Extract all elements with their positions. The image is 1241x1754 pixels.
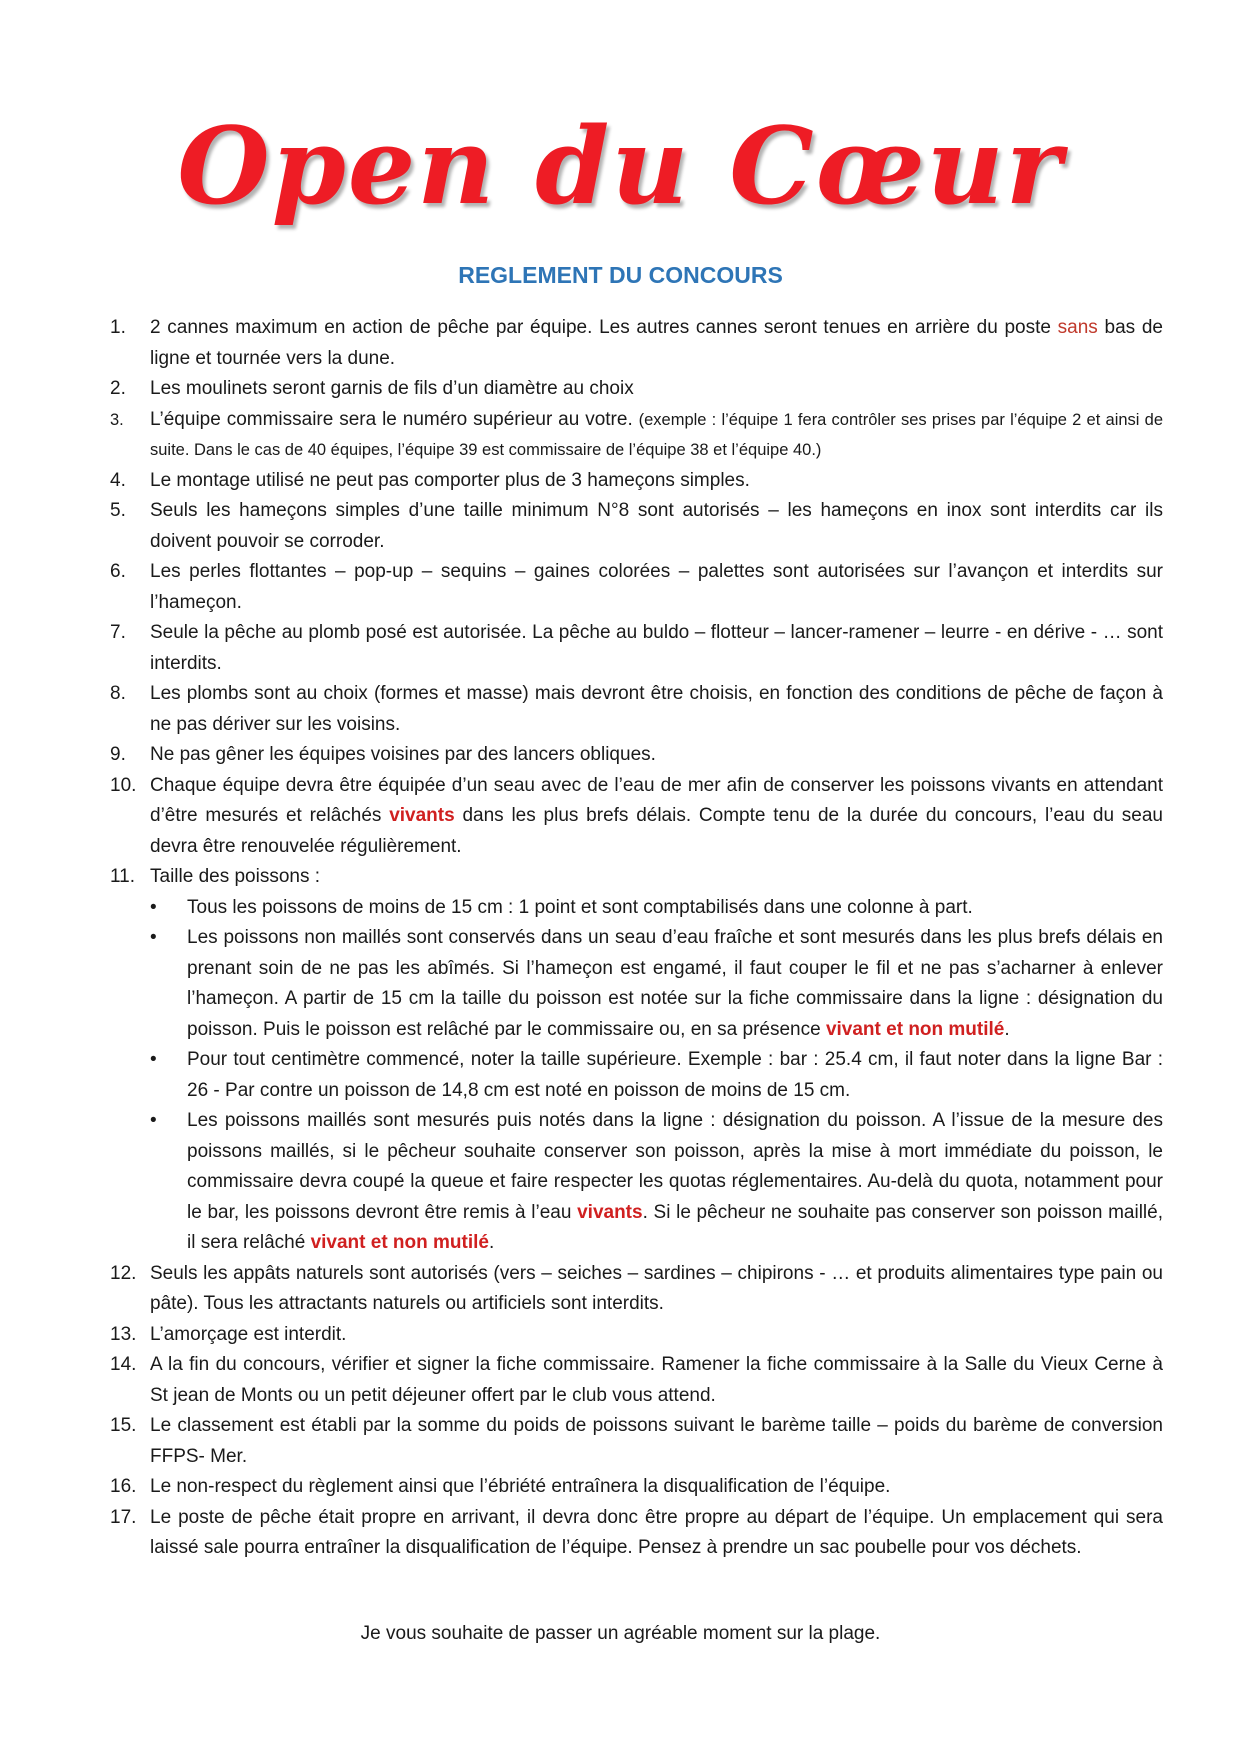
rule-item xyxy=(110,618,1163,679)
bullet-item xyxy=(150,1045,1163,1106)
rule-text: Les plombs sont au choix (formes et masse) mais devront être choisis, en fonction des conditions de pêche de façon à ne pas dériver sur les voisins. xyxy=(150,683,1163,735)
rule-item xyxy=(110,1259,1163,1320)
rule-item xyxy=(110,679,1163,740)
bullet-dot-icon: • xyxy=(150,896,157,918)
bullet-dot-icon: • xyxy=(150,927,157,948)
emphasis-vivant-non-mutile: vivant et non mutilé xyxy=(825,1018,1005,1040)
rule-text: 2 cannes maximum en action de pêche par équipe. Les autres cannes seront tenues en arrière du poste sans bas de ligne et tournée vers la dune. xyxy=(150,317,1163,369)
rule-item xyxy=(110,1350,1163,1411)
rule-number: 3. xyxy=(110,410,124,429)
rule-item xyxy=(110,1411,1163,1472)
bullet-dot-icon: • xyxy=(150,1110,157,1131)
rule-text: Le poste de pêche était propre en arrivant, il devra donc être propre au départ de l’équipe. Un emplacement qui sera laissé sale pourra entraîner la disqualification de l’équipe. Pensez à prendre un sac poubelle pour vos déchets. xyxy=(150,1506,1163,1558)
emphasis-vivants: vivants xyxy=(577,1201,643,1223)
bullet-text: Pour tout centimètre commencé, noter la taille supérieure. Exemple : bar : 25.4 cm, il faut noter dans la ligne Bar : 26 - Par contre un poisson de 14,8 cm est noté en poisson de moins de 15 cm. xyxy=(187,1049,1163,1101)
rule-item xyxy=(110,405,1163,466)
rule-number: 4. xyxy=(110,469,126,491)
rule-item xyxy=(110,740,1163,771)
bullet-item xyxy=(150,893,1163,924)
fish-size-bullets xyxy=(150,893,1163,1259)
rule-item xyxy=(110,862,1163,893)
emphasis-sans: sans xyxy=(1057,317,1098,338)
rule-item xyxy=(110,313,1163,374)
rule-text: Seuls les hameçons simples d’une taille minimum N°8 sont autorisés – les hameçons en inox sont interdits car ils doivent pouvoir se corroder. xyxy=(150,500,1163,552)
bullet-text: Tous les poissons de moins de 15 cm : 1 point et sont comptabilisés dans une colonne à part. xyxy=(187,896,973,918)
rule-number: 8. xyxy=(110,683,126,704)
rule-number: 16. xyxy=(110,1476,137,1497)
page-subtitle: REGLEMENT DU CONCOURS xyxy=(458,262,783,288)
rule-number: 10. xyxy=(110,774,137,796)
rule-number: 9. xyxy=(110,744,126,765)
rule-text: Le non-respect du règlement ainsi que l’ébriété entraînera la disqualification de l’équipe. xyxy=(150,1476,891,1497)
bullet-item xyxy=(150,1106,1163,1259)
rule-text: Les perles flottantes – pop-up – sequins – gaines colorées – palettes sont autorisées sur l’avançon et interdits sur l’hameçon. xyxy=(150,561,1163,613)
rule-text: L’amorçage est interdit. xyxy=(150,1323,347,1345)
rule-text: Le classement est établi par la somme du poids de poissons suivant le barème taille – poids du barème de conversion FFPS- Mer. xyxy=(150,1415,1163,1467)
bullet-text: Les poissons maillés sont mesurés puis notés dans la ligne : désignation du poisson. A l’issue de la mesure des poissons maillés, si le pêcheur souhaite conserver son poisson, après la mise à mort immédiate du poisson, le commissaire devra coupé la queue et faire respecter les quotas réglementaires. Au-delà du quota, notamment pour le bar, les poissons devront être remis à l’eau vivants. Si le pêcheur ne souhaite pas conserver son poisson maillé, il sera relâché vivant et non mutilé. xyxy=(187,1110,1163,1253)
rule-item xyxy=(110,466,1163,497)
rule-item xyxy=(110,1503,1163,1564)
rule-text: Les moulinets seront garnis de fils d’un diamètre au choix xyxy=(150,378,634,399)
bullet-text: Les poissons non maillés sont conservés dans un seau d’eau fraîche et sont mesurés dans les plus brefs délais en prenant soin de ne pas les abîmés. Si l’hameçon est engamé, il faut couper le fil et ne pas s’acharner à enlever l’hameçon. A partir de 15 cm la taille du poisson est notée sur la fiche commissaire dans la ligne : désignation du poisson. Puis le poisson est relâché par le commissaire ou, en sa présence vivant et non mutilé. xyxy=(187,927,1163,1040)
rule-number: 14. xyxy=(110,1354,137,1375)
rule-item xyxy=(110,1320,1163,1351)
rule-text: Taille des poissons : xyxy=(150,866,321,887)
page-title: Open du Cœur xyxy=(177,103,1064,228)
emphasis-vivants: vivants xyxy=(389,805,455,826)
bullet-dot-icon: • xyxy=(150,1049,157,1070)
rule-item xyxy=(110,771,1163,863)
rule-text: Chaque équipe devra être équipée d’un seau avec de l’eau de mer afin de conserver les poissons vivants en attendant d’être mesurés et relâchés vivants dans les plus brefs délais. Compte tenu de la durée du concours, l’eau du seau devra être renouvelée régulièrement. xyxy=(150,774,1163,857)
rule-example: (exemple : l’équipe 1 fera contrôler ses prises par l’équipe 2 et ainsi de suite. Dans le cas de 40 équipes, l’équipe 39 est commissaire de l’équipe 38 et l’équipe 40.) xyxy=(150,410,1164,459)
rule-number: 17. xyxy=(110,1506,137,1528)
bullet-item xyxy=(150,923,1163,1045)
rule-text: Le montage utilisé ne peut pas comporter plus de 3 hameçons simples. xyxy=(150,469,750,491)
rule-number: 12. xyxy=(110,1262,137,1284)
rule-number: 6. xyxy=(110,561,126,582)
rule-text: Seule la pêche au plomb posé est autorisée. La pêche au buldo – flotteur – lancer-ramener – leurre - en dérive - … sont interdits. xyxy=(150,622,1163,674)
rule-text: Ne pas gêner les équipes voisines par des lancers obliques. xyxy=(150,744,656,765)
rule-item xyxy=(110,496,1163,557)
rule-number: 13. xyxy=(110,1323,137,1345)
rule-number: 5. xyxy=(110,500,126,521)
rule-text: A la fin du concours, vérifier et signer la fiche commissaire. Ramener la fiche commissaire à la Salle du Vieux Cerne à St jean de Monts ou un petit déjeuner offert par le club vous attend. xyxy=(150,1354,1163,1406)
rule-number: 11. xyxy=(110,866,136,887)
rule-number: 7. xyxy=(110,622,126,643)
closing-message: Je vous souhaite de passer un agréable moment sur la plage. xyxy=(360,1623,881,1644)
rules-list xyxy=(110,313,1163,1564)
rule-number: 2. xyxy=(110,378,126,399)
rule-text: Seuls les appâts naturels sont autorisés (vers – seiches – sardines – chipirons - … et produits alimentaires type pain ou pâte). Tous les attractants naturels ou artificiels sont interdits. xyxy=(150,1262,1163,1314)
rule-text: L’équipe commissaire sera le numéro supérieur au votre. (exemple : l’équipe 1 fera contrôler ses prises par l’équipe 2 et ainsi de suite. Dans le cas de 40 équipes, l’équipe 39 est commissaire de l’équipe 38 et l’équipe 40.) xyxy=(150,408,1164,459)
rule-number: 1. xyxy=(110,317,126,338)
rule-item xyxy=(110,374,1163,405)
rule-item xyxy=(110,557,1163,618)
rule-item xyxy=(110,1472,1163,1503)
emphasis-vivant-non-mutile: vivant et non mutilé xyxy=(310,1232,489,1253)
rule-number: 15. xyxy=(110,1415,137,1436)
